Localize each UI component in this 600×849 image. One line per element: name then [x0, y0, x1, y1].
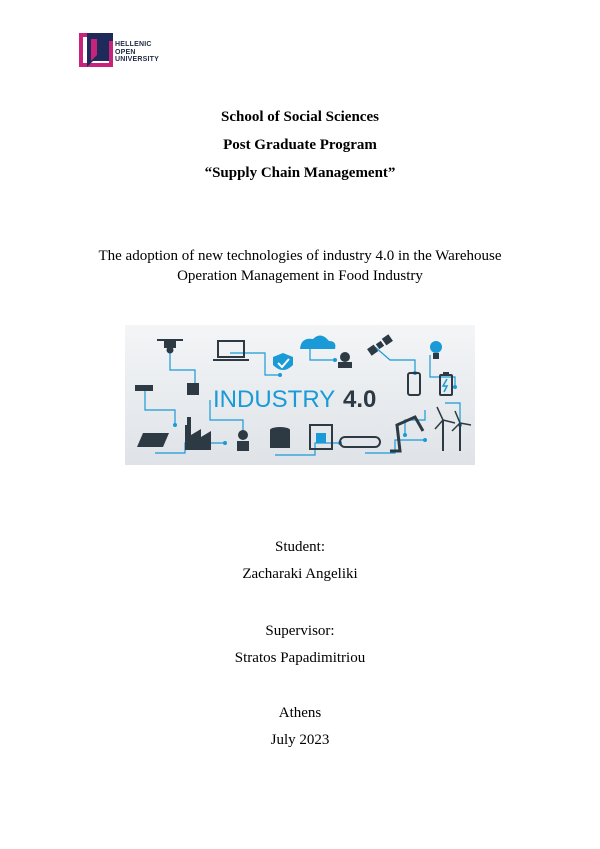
city: Athens — [278, 705, 322, 721]
logo-line-2: OPEN — [115, 48, 136, 56]
student-label: Student: — [274, 539, 325, 555]
school-name: School of Social Sciences — [221, 109, 379, 125]
supervisor-label: Supervisor: — [265, 623, 335, 639]
logo-line-3: UNIVERSITY — [115, 56, 160, 63]
logo-line-1: HELLENIC — [115, 41, 152, 48]
logo-text — [115, 41, 159, 64]
student-name: Zacharaki Angeliki — [242, 566, 358, 582]
industry-4-banner — [125, 325, 475, 465]
banner-label-version: 4.0 — [343, 386, 377, 413]
program-name: Post Graduate Program — [223, 137, 377, 153]
specialization: “Supply Chain Management” — [204, 165, 396, 181]
banner-label-main: INDUSTRY — [213, 386, 336, 413]
supervisor-name: Stratos Papadimitriou — [234, 650, 366, 666]
thesis-title-line-2: Operation Management in Food Industry — [177, 268, 423, 284]
date: July 2023 — [270, 732, 330, 748]
thesis-title-line-1: The adoption of new technologies of industry 4.0 in the Warehouse — [98, 248, 502, 264]
